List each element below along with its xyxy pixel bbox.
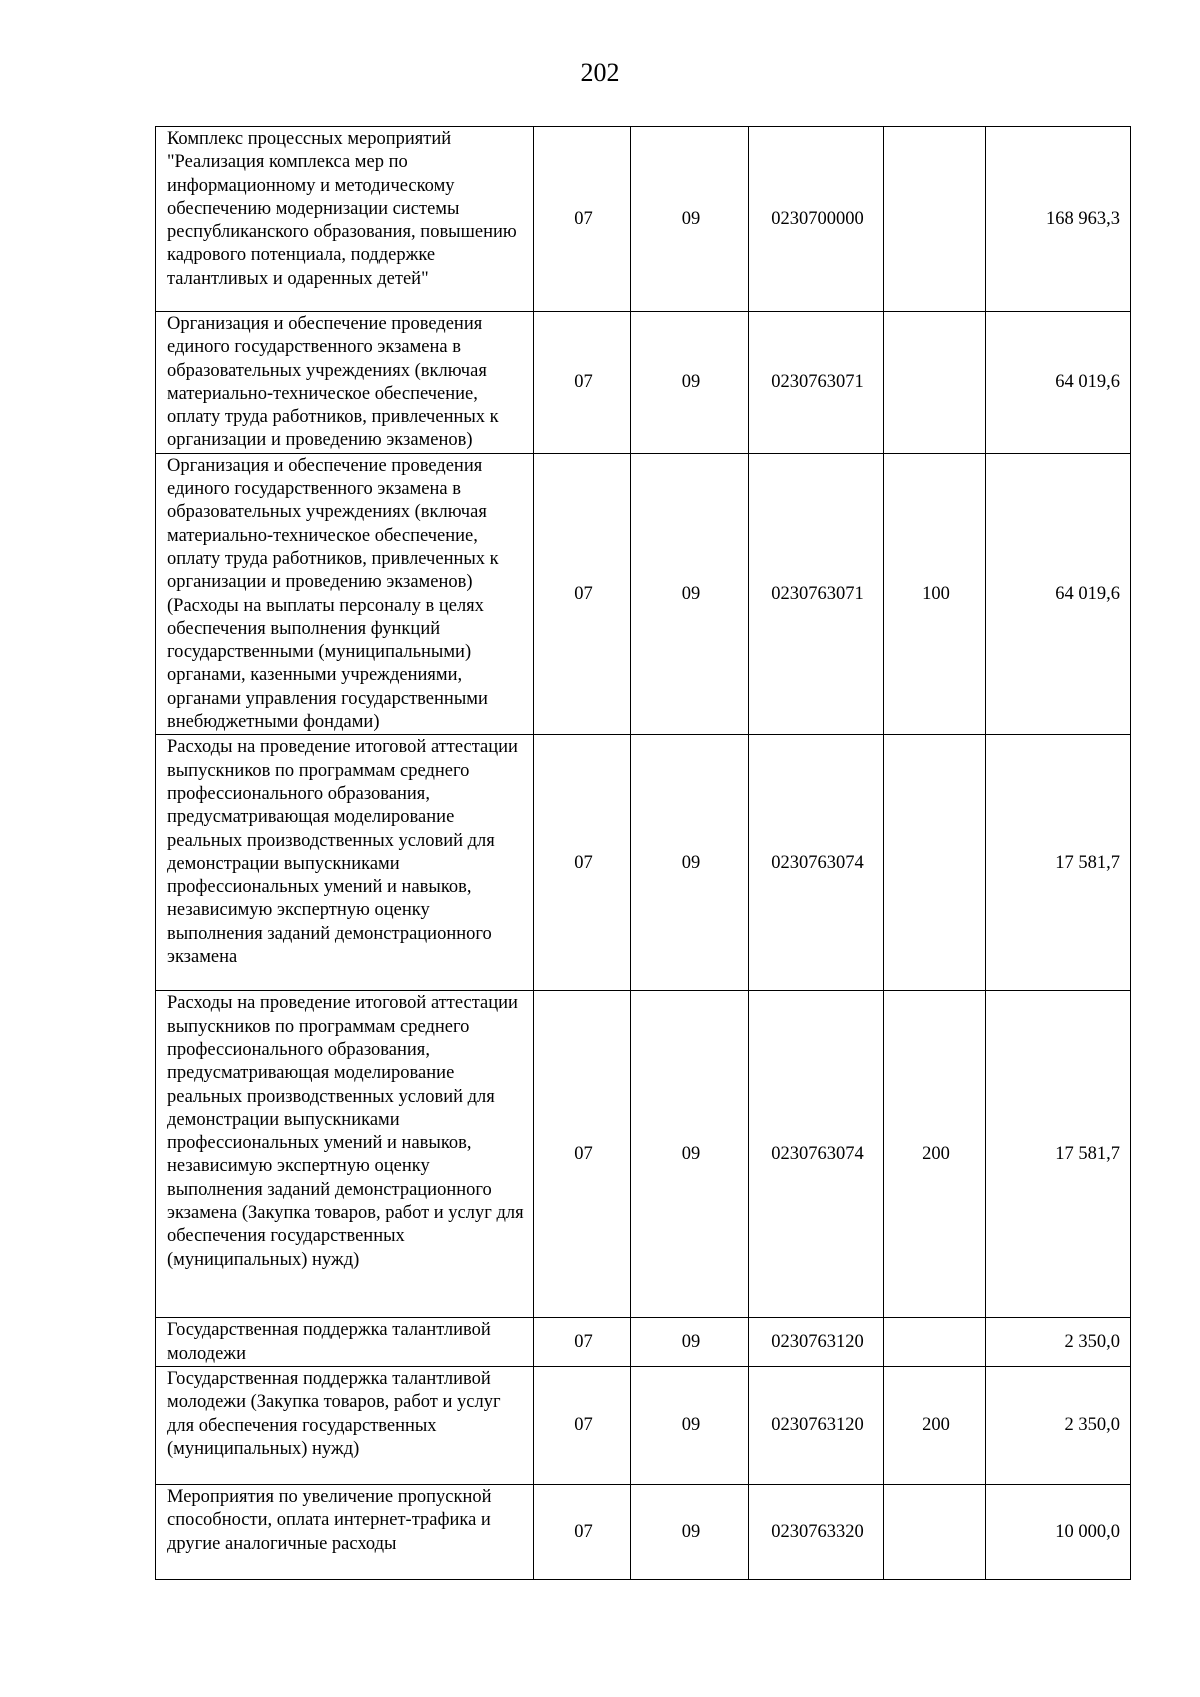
amount-cell: 64 019,6 bbox=[986, 453, 1131, 735]
table-row bbox=[156, 312, 1131, 454]
subsection-cell: 09 bbox=[631, 127, 749, 312]
row-name-cell: Государственная поддержка талантливой молодежи (Закупка товаров, работ и услуг для обеспечения государственных (муниципальных) нужд) bbox=[156, 1366, 534, 1484]
section-cell: 07 bbox=[534, 991, 631, 1318]
target-article-cell: 0230763120 bbox=[749, 1318, 884, 1367]
amount-cell: 10 000,0 bbox=[986, 1484, 1131, 1579]
amount-cell: 64 019,6 bbox=[986, 312, 1131, 454]
expense-type-cell bbox=[884, 1318, 986, 1367]
target-article-cell: 0230763071 bbox=[749, 312, 884, 454]
section-cell: 07 bbox=[534, 1366, 631, 1484]
section-cell: 07 bbox=[534, 1484, 631, 1579]
page-number: 202 bbox=[580, 58, 620, 87]
target-article-cell: 0230763074 bbox=[749, 735, 884, 991]
table-row bbox=[156, 735, 1131, 991]
subsection-cell: 09 bbox=[631, 735, 749, 991]
section-cell: 07 bbox=[534, 1318, 631, 1367]
table-row bbox=[156, 1484, 1131, 1579]
target-article-cell: 0230763074 bbox=[749, 991, 884, 1318]
target-article-cell: 0230763320 bbox=[749, 1484, 884, 1579]
expense-type-cell bbox=[884, 735, 986, 991]
table-row bbox=[156, 991, 1131, 1318]
row-name-cell: Мероприятия по увеличение пропускной способности, оплата интернет-трафика и другие аналогичные расходы bbox=[156, 1484, 534, 1579]
subsection-cell: 09 bbox=[631, 1366, 749, 1484]
row-name-cell: Расходы на проведение итоговой аттестации выпускников по программам среднего профессионального образования, предусматривающая моделирование реальных производственных условий для демонстрации выпускниками профессиональных умений и навыков, независимую экспертную оценку выполнения заданий демонстрационного экзамена bbox=[156, 735, 534, 991]
subsection-cell: 09 bbox=[631, 1318, 749, 1367]
row-name-cell: Комплекс процессных мероприятий "Реализация комплекса мер по информационному и методическому обеспечению модернизации системы республиканского образования, повышению кадрового потенциала, поддержке талантливых и одаренных детей" bbox=[156, 127, 534, 312]
expense-type-cell: 200 bbox=[884, 1366, 986, 1484]
budget-table-body bbox=[156, 127, 1131, 1580]
subsection-cell: 09 bbox=[631, 312, 749, 454]
expense-type-cell: 200 bbox=[884, 991, 986, 1318]
subsection-cell: 09 bbox=[631, 453, 749, 735]
amount-cell: 2 350,0 bbox=[986, 1318, 1131, 1367]
row-name-cell: Организация и обеспечение проведения единого государственного экзамена в образовательных учреждениях (включая материально-техническое обеспечение, оплату труда работников, привлеченных к организации и проведению экзаменов) bbox=[156, 312, 534, 454]
row-name-cell: Государственная поддержка талантливой молодежи bbox=[156, 1318, 534, 1367]
target-article-cell: 0230763071 bbox=[749, 453, 884, 735]
budget-table bbox=[155, 126, 1131, 1580]
section-cell: 07 bbox=[534, 735, 631, 991]
target-article-cell: 0230763120 bbox=[749, 1366, 884, 1484]
amount-cell: 17 581,7 bbox=[986, 735, 1131, 991]
row-name-cell: Расходы на проведение итоговой аттестации выпускников по программам среднего профессионального образования, предусматривающая моделирование реальных производственных условий для демонстрации выпускниками профессиональных умений и навыков, независимую экспертную оценку выполнения заданий демонстрационного экзамена (Закупка товаров, работ и услуг для обеспечения государственных (муниципальных) нужд) bbox=[156, 991, 534, 1318]
table-row bbox=[156, 1366, 1131, 1484]
row-name-cell: Организация и обеспечение проведения единого государственного экзамена в образовательных учреждениях (включая материально-техническое обеспечение, оплату труда работников, привлеченных к организации и проведению экзаменов) (Расходы на выплаты персоналу в целях обеспечения выполнения функций государственными (муниципальными) органами, казенными учреждениями, органами управления государственными внебюджетными фондами) bbox=[156, 453, 534, 735]
subsection-cell: 09 bbox=[631, 991, 749, 1318]
target-article-cell: 0230700000 bbox=[749, 127, 884, 312]
table-row bbox=[156, 127, 1131, 312]
amount-cell: 168 963,3 bbox=[986, 127, 1131, 312]
table-row bbox=[156, 1318, 1131, 1367]
section-cell: 07 bbox=[534, 453, 631, 735]
expense-type-cell bbox=[884, 312, 986, 454]
section-cell: 07 bbox=[534, 127, 631, 312]
amount-cell: 17 581,7 bbox=[986, 991, 1131, 1318]
expense-type-cell bbox=[884, 1484, 986, 1579]
table-row bbox=[156, 453, 1131, 735]
expense-type-cell bbox=[884, 127, 986, 312]
amount-cell: 2 350,0 bbox=[986, 1366, 1131, 1484]
section-cell: 07 bbox=[534, 312, 631, 454]
subsection-cell: 09 bbox=[631, 1484, 749, 1579]
expense-type-cell: 100 bbox=[884, 453, 986, 735]
